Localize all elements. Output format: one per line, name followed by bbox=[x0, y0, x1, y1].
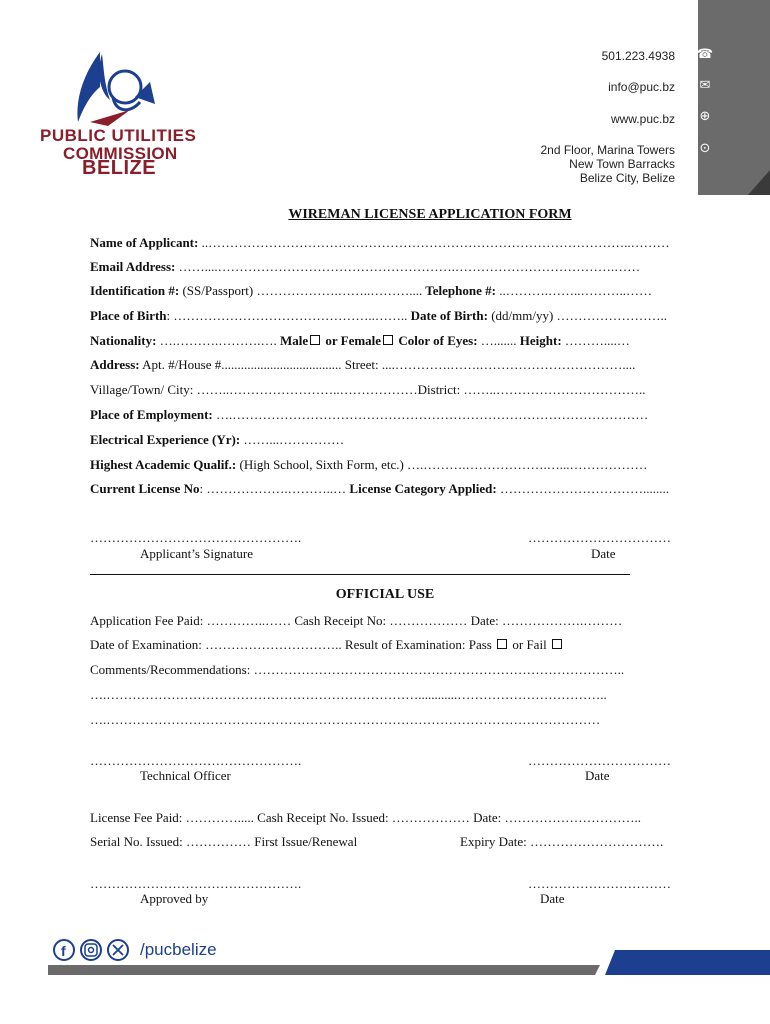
emp-dots: ….…………………………………………………………………………………… bbox=[212, 407, 649, 422]
village-field[interactable]: Village/Town/ City: ……..……………………..………………District: ……..…………………………….. bbox=[90, 382, 646, 397]
qual-hint: (High School, Sixth Form, etc.) ….……….……………….…...……………… bbox=[236, 457, 648, 472]
expiry-line[interactable]: Expiry Date: …………………………. bbox=[460, 834, 664, 849]
social-handle[interactable]: /pucbelize bbox=[140, 940, 217, 959]
male-label: Male bbox=[276, 333, 309, 348]
name-dots: ..……………………………………………………………………………………..……… bbox=[198, 235, 670, 250]
license-fee-line[interactable]: License Fee Paid: …………..... Cash Receipt No. Issued: ……………… Date: ………………………….. bbox=[90, 810, 641, 825]
social-icons bbox=[52, 938, 130, 962]
svg-text:f: f bbox=[61, 943, 66, 959]
approved-signature-line[interactable]: …………………………………………. bbox=[90, 876, 302, 891]
facebook-icon bbox=[54, 940, 74, 960]
id-label: Identification #: bbox=[90, 283, 180, 298]
website[interactable]: www.puc.bz bbox=[610, 112, 675, 126]
officer-signature-line[interactable]: …………………………………………. bbox=[90, 753, 302, 768]
cat-label: License Category Applied: bbox=[346, 481, 497, 496]
emp-label: Place of Employment: bbox=[90, 407, 213, 422]
email-dots: ……....……………………………………………….……………………………….…… bbox=[175, 259, 641, 274]
officer-date-line[interactable]: …………………………… bbox=[528, 753, 671, 768]
fail-text: or Fail bbox=[509, 637, 547, 652]
contact-sidebar bbox=[698, 0, 770, 195]
email-label: Email Address: bbox=[90, 259, 176, 274]
mail-icon: ✉ bbox=[699, 78, 711, 93]
divider bbox=[90, 574, 630, 575]
nat-dots: ….……….……….…. bbox=[156, 333, 277, 348]
height-dots: ………....… bbox=[561, 333, 630, 348]
female-label: or Female bbox=[322, 333, 382, 348]
comments-dots-1[interactable]: ….………………………………………………………………............…………………………….. bbox=[90, 687, 607, 702]
name-label: Name of Applicant: bbox=[90, 235, 199, 250]
cat-dots: ……………………………........ bbox=[496, 481, 669, 496]
instagram-icon bbox=[81, 940, 101, 960]
email-field[interactable] bbox=[90, 259, 640, 275]
pass-checkbox[interactable] bbox=[497, 639, 507, 649]
exp-dots: ……...…………… bbox=[240, 432, 345, 447]
pob-label: Place of Birth bbox=[90, 308, 167, 323]
nat-label: Nationality: bbox=[90, 333, 157, 348]
eyes-label: Color of Eyes: bbox=[395, 333, 478, 348]
female-checkbox[interactable] bbox=[383, 335, 393, 345]
dob-hint: (dd/mm/yy) …………………….. bbox=[487, 308, 668, 323]
x-icon bbox=[108, 940, 128, 960]
tel-label: Telephone #: bbox=[422, 283, 496, 298]
dob-label: Date of Birth: bbox=[407, 308, 488, 323]
comments-dots-2[interactable]: ….…………………………………………………………………………………………………… bbox=[90, 712, 601, 727]
male-checkbox[interactable] bbox=[310, 335, 320, 345]
applicant-date-label: Date bbox=[591, 546, 616, 561]
experience-field[interactable] bbox=[90, 432, 344, 448]
addr-label: Address: bbox=[90, 357, 140, 372]
qual-label: Highest Academic Qualif.: bbox=[90, 457, 237, 472]
comments-line[interactable]: Comments/Recommendations: ………………………………………………………………………….. bbox=[90, 662, 625, 677]
pob-dots: : ………………………………………..…….. bbox=[166, 308, 408, 323]
serial-line[interactable]: Serial No. Issued: …………… First Issue/Renewal bbox=[90, 834, 358, 849]
location-icon: ⊙ bbox=[699, 141, 711, 156]
addr-apt: Apt. #/House #..................................... Street: ....………….…….…………………………….... bbox=[139, 357, 636, 372]
fail-checkbox[interactable] bbox=[552, 639, 562, 649]
address-field[interactable] bbox=[90, 357, 635, 373]
form-title: WIREMAN LICENSE APPLICATION FORM bbox=[288, 207, 572, 222]
eyes-dots: …....... bbox=[477, 333, 517, 348]
exp-label: Electrical Experience (Yr): bbox=[90, 432, 241, 447]
employment-field[interactable] bbox=[90, 407, 648, 423]
approved-date-label: Date bbox=[540, 891, 565, 906]
id-hint: (SS/Passport) ……………….……..……….... bbox=[179, 283, 423, 298]
address-line1: 2nd Floor, Marina Towers bbox=[540, 143, 675, 157]
exam-text: Date of Examination: ………………………….. Result of Examination: Pass bbox=[90, 637, 492, 652]
approved-date-line[interactable]: …………………………… bbox=[528, 876, 671, 891]
officer-label: Technical Officer bbox=[140, 768, 231, 783]
brand-line2: COMMISSION bbox=[63, 144, 178, 163]
id-field[interactable] bbox=[90, 283, 652, 299]
birth-field[interactable] bbox=[90, 308, 667, 324]
applicant-date-line[interactable]: …………………………… bbox=[528, 530, 671, 545]
officer-date-label: Date bbox=[585, 768, 610, 783]
globe-icon: ⊕ bbox=[699, 109, 711, 124]
curr-label: Current License No bbox=[90, 481, 200, 496]
address-line3: Belize City, Belize bbox=[579, 171, 675, 185]
email-address[interactable]: info@puc.bz bbox=[608, 80, 675, 94]
examination-line[interactable] bbox=[90, 637, 564, 653]
phone-icon: ☎ bbox=[696, 47, 714, 62]
phone-number: 501.223.4938 bbox=[601, 49, 675, 63]
qualification-field[interactable] bbox=[90, 457, 648, 473]
official-use-title: OFFICIAL USE bbox=[335, 587, 435, 602]
application-fee-line[interactable]: Application Fee Paid: …………..…… Cash Receipt No: ……………… Date: ……………….……… bbox=[90, 613, 623, 628]
tel-dots: ..……….……..………..…… bbox=[495, 283, 652, 298]
brand-line3: BELIZE bbox=[82, 157, 157, 179]
curr-dots: : ……………….………..… bbox=[199, 481, 347, 496]
nationality-field[interactable] bbox=[90, 333, 630, 349]
license-field[interactable] bbox=[90, 481, 669, 497]
height-label: Height: bbox=[516, 333, 562, 348]
address-line2: New Town Barracks bbox=[569, 157, 675, 171]
applicant-signature-label: Applicant’s Signature bbox=[140, 546, 254, 561]
applicant-signature-line[interactable]: …………………………………………. bbox=[90, 530, 302, 545]
name-field[interactable] bbox=[90, 235, 670, 251]
approved-label: Approved by bbox=[140, 891, 209, 906]
brand-line1: PUBLIC UTILITIES bbox=[40, 126, 197, 145]
